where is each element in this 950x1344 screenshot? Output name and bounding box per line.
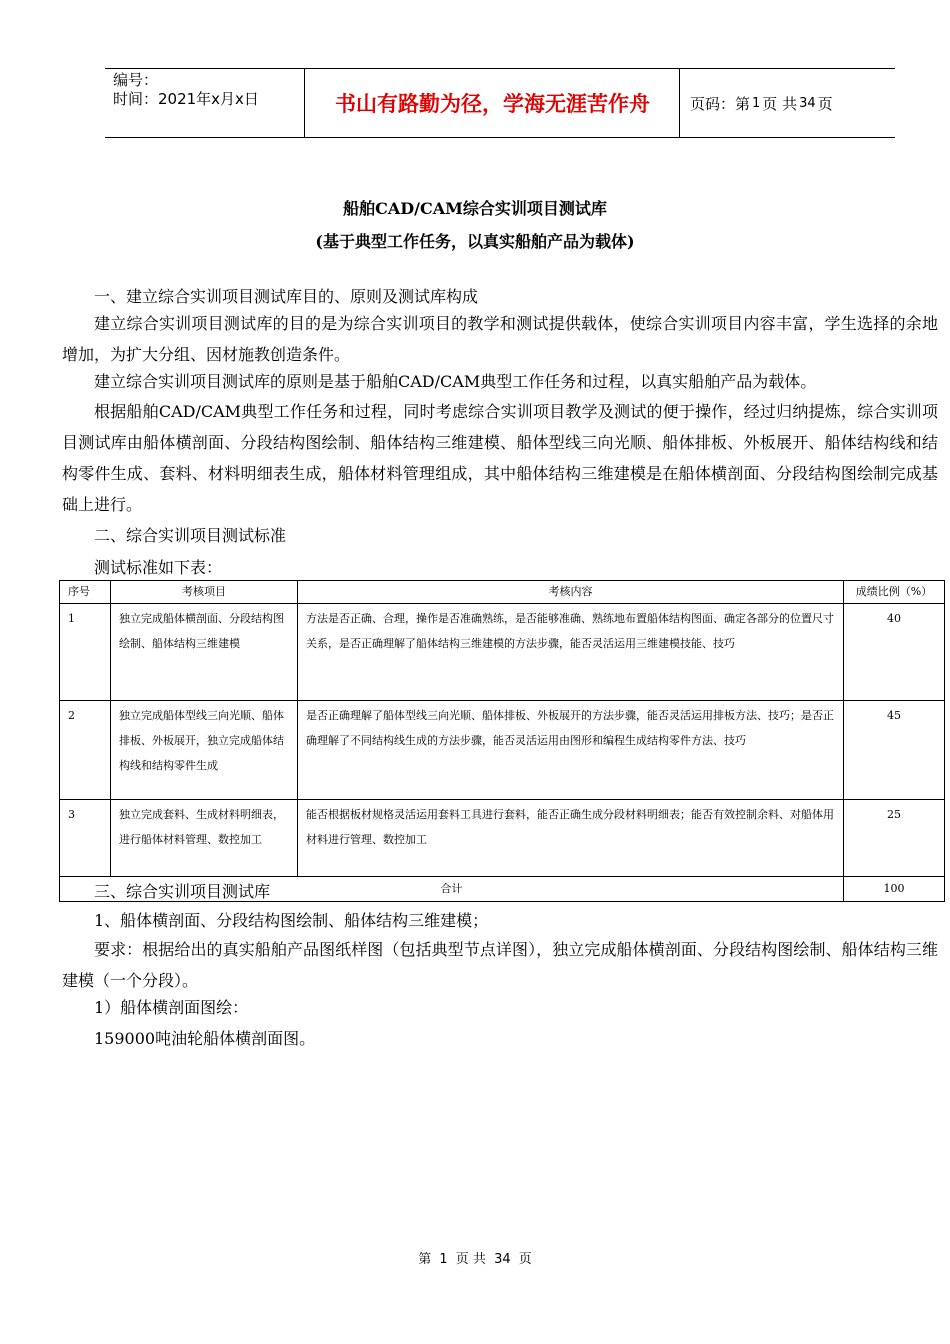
- row-content: 是否正确理解了船体型线三向光顺、船体排板、外板展开的方法步骤，能否灵活运用排板方法、技巧；是否正确理解了不同结构线生成的方法步骤，能否灵活运用由图形和编程生成结构零件方法、技巧: [298, 701, 844, 800]
- section3-para3: 1）船体横剖面图绘：: [94, 998, 249, 1017]
- header-meta: [105, 69, 305, 137]
- row-no: 1: [60, 604, 111, 701]
- header-page-total: 34: [799, 95, 816, 111]
- row-ratio: 25: [844, 800, 945, 877]
- row-ratio: 45: [844, 701, 945, 800]
- header-time: 时间：2021年x月x日: [113, 90, 259, 108]
- page-footer: [0, 1248, 950, 1267]
- row-content: 能否根据板材规格灵活运用套料工具进行套料，能否正确生成分段材料明细表；能否有效控制余料、对船体用材料进行管理、数控加工: [298, 800, 844, 877]
- table-row: [60, 604, 945, 701]
- doc-title: 船舶CAD/CAM综合实训项目测试库: [343, 199, 607, 218]
- section3-para4: 159000吨油轮船体横剖面图。: [94, 1029, 316, 1048]
- row-content: 方法是否正确、合理，操作是否准确熟练，是否能够准确、熟练地布置船体结构图面、确定各部分的位置尺寸关系，是否正确理解了船体结构三维建模的方法步骤，能否灵活运用三维建模技能、技巧: [298, 604, 844, 701]
- header-page-info: [680, 69, 895, 137]
- section2-heading: 二、综合实训项目测试标准: [94, 526, 287, 545]
- table-total-label: 合计: [60, 877, 844, 902]
- table-total-value: 100: [844, 877, 945, 902]
- row-item: 独立完成套料、生成材料明细表，进行船体材料管理、数控加工: [111, 800, 298, 877]
- header-code: 编号：: [113, 71, 159, 89]
- table-header-content: 考核内容: [298, 581, 844, 604]
- section1-para1: 建立综合实训项目测试库的目的是为综合实训项目的教学和测试提供载体，使综合实训项目内容丰富，学生选择的余地增加，为扩大分组、因材施教创造条件。: [62, 314, 938, 364]
- table-row: [60, 800, 945, 877]
- header-page-mid: 页 共: [762, 94, 798, 113]
- section3-para1: 1、船体横剖面、分段结构图绘制、船体结构三维建模；: [94, 911, 489, 930]
- table-header-row: [60, 581, 945, 604]
- footer-page: 1: [439, 1252, 448, 1267]
- footer-total: 34: [494, 1252, 511, 1267]
- row-item: 独立完成船体横剖面、分段结构图绘制、船体结构三维建模: [111, 604, 298, 701]
- header-page-suffix: 页: [817, 94, 833, 113]
- page-header: [105, 68, 895, 138]
- header-motto: 书山有路勤为径，学海无涯苦作舟: [306, 69, 680, 137]
- standards-table: [59, 580, 945, 902]
- table-header-no: 序号: [60, 581, 111, 604]
- doc-subtitle: (基于典型工作任务，以真实船舶产品为载体): [315, 232, 635, 251]
- row-item: 独立完成船体型线三向光顺、船体排板、外板展开，独立完成船体结构线和结构零件生成: [111, 701, 298, 800]
- section1-para3: 根据船舶CAD/CAM典型工作任务和过程，同时考虑综合实训项目教学及测试的便于操作，经过归纳提炼，综合实训项目测试库由船体横剖面、分段结构图绘制、船体结构三维建模、船体型线三向光顺、船体排板、外板展开、船体结构线和结构零件生成、套料、材料明细表生成，船体材料管理组成，其中船体结构三维建模是在船体横剖面、分段结构图绘制完成基础上进行。: [62, 402, 938, 514]
- table-header-item: 考核项目: [111, 581, 298, 604]
- row-ratio: 40: [844, 604, 945, 701]
- section1-para2: 建立综合实训项目测试库的原则是基于船舶CAD/CAM典型工作任务和过程，以真实船舶产品为载体。: [94, 372, 817, 391]
- table-row: [60, 701, 945, 800]
- table-header-ratio: 成绩比例（%）: [844, 581, 945, 604]
- row-no: 3: [60, 800, 111, 877]
- footer-prefix: 第: [418, 1252, 432, 1267]
- section1-heading: 一、建立综合实训项目测试库目的、原则及测试库构成: [94, 287, 479, 306]
- section3-para2: 要求：根据给出的真实船舶产品图纸样图（包括典型节点详图），独立完成船体横剖面、分段结构图绘制、船体结构三维建模（一个分段）。: [62, 940, 938, 990]
- footer-mid: 页 共: [455, 1252, 486, 1267]
- header-page-prefix: 页码：第: [690, 94, 751, 113]
- footer-suffix: 页: [518, 1252, 532, 1267]
- section2-para1: 测试标准如下表：: [94, 558, 223, 577]
- section3-heading: 三、综合实训项目测试库: [94, 882, 271, 901]
- row-no: 2: [60, 701, 111, 800]
- header-page-num: 1: [752, 95, 761, 111]
